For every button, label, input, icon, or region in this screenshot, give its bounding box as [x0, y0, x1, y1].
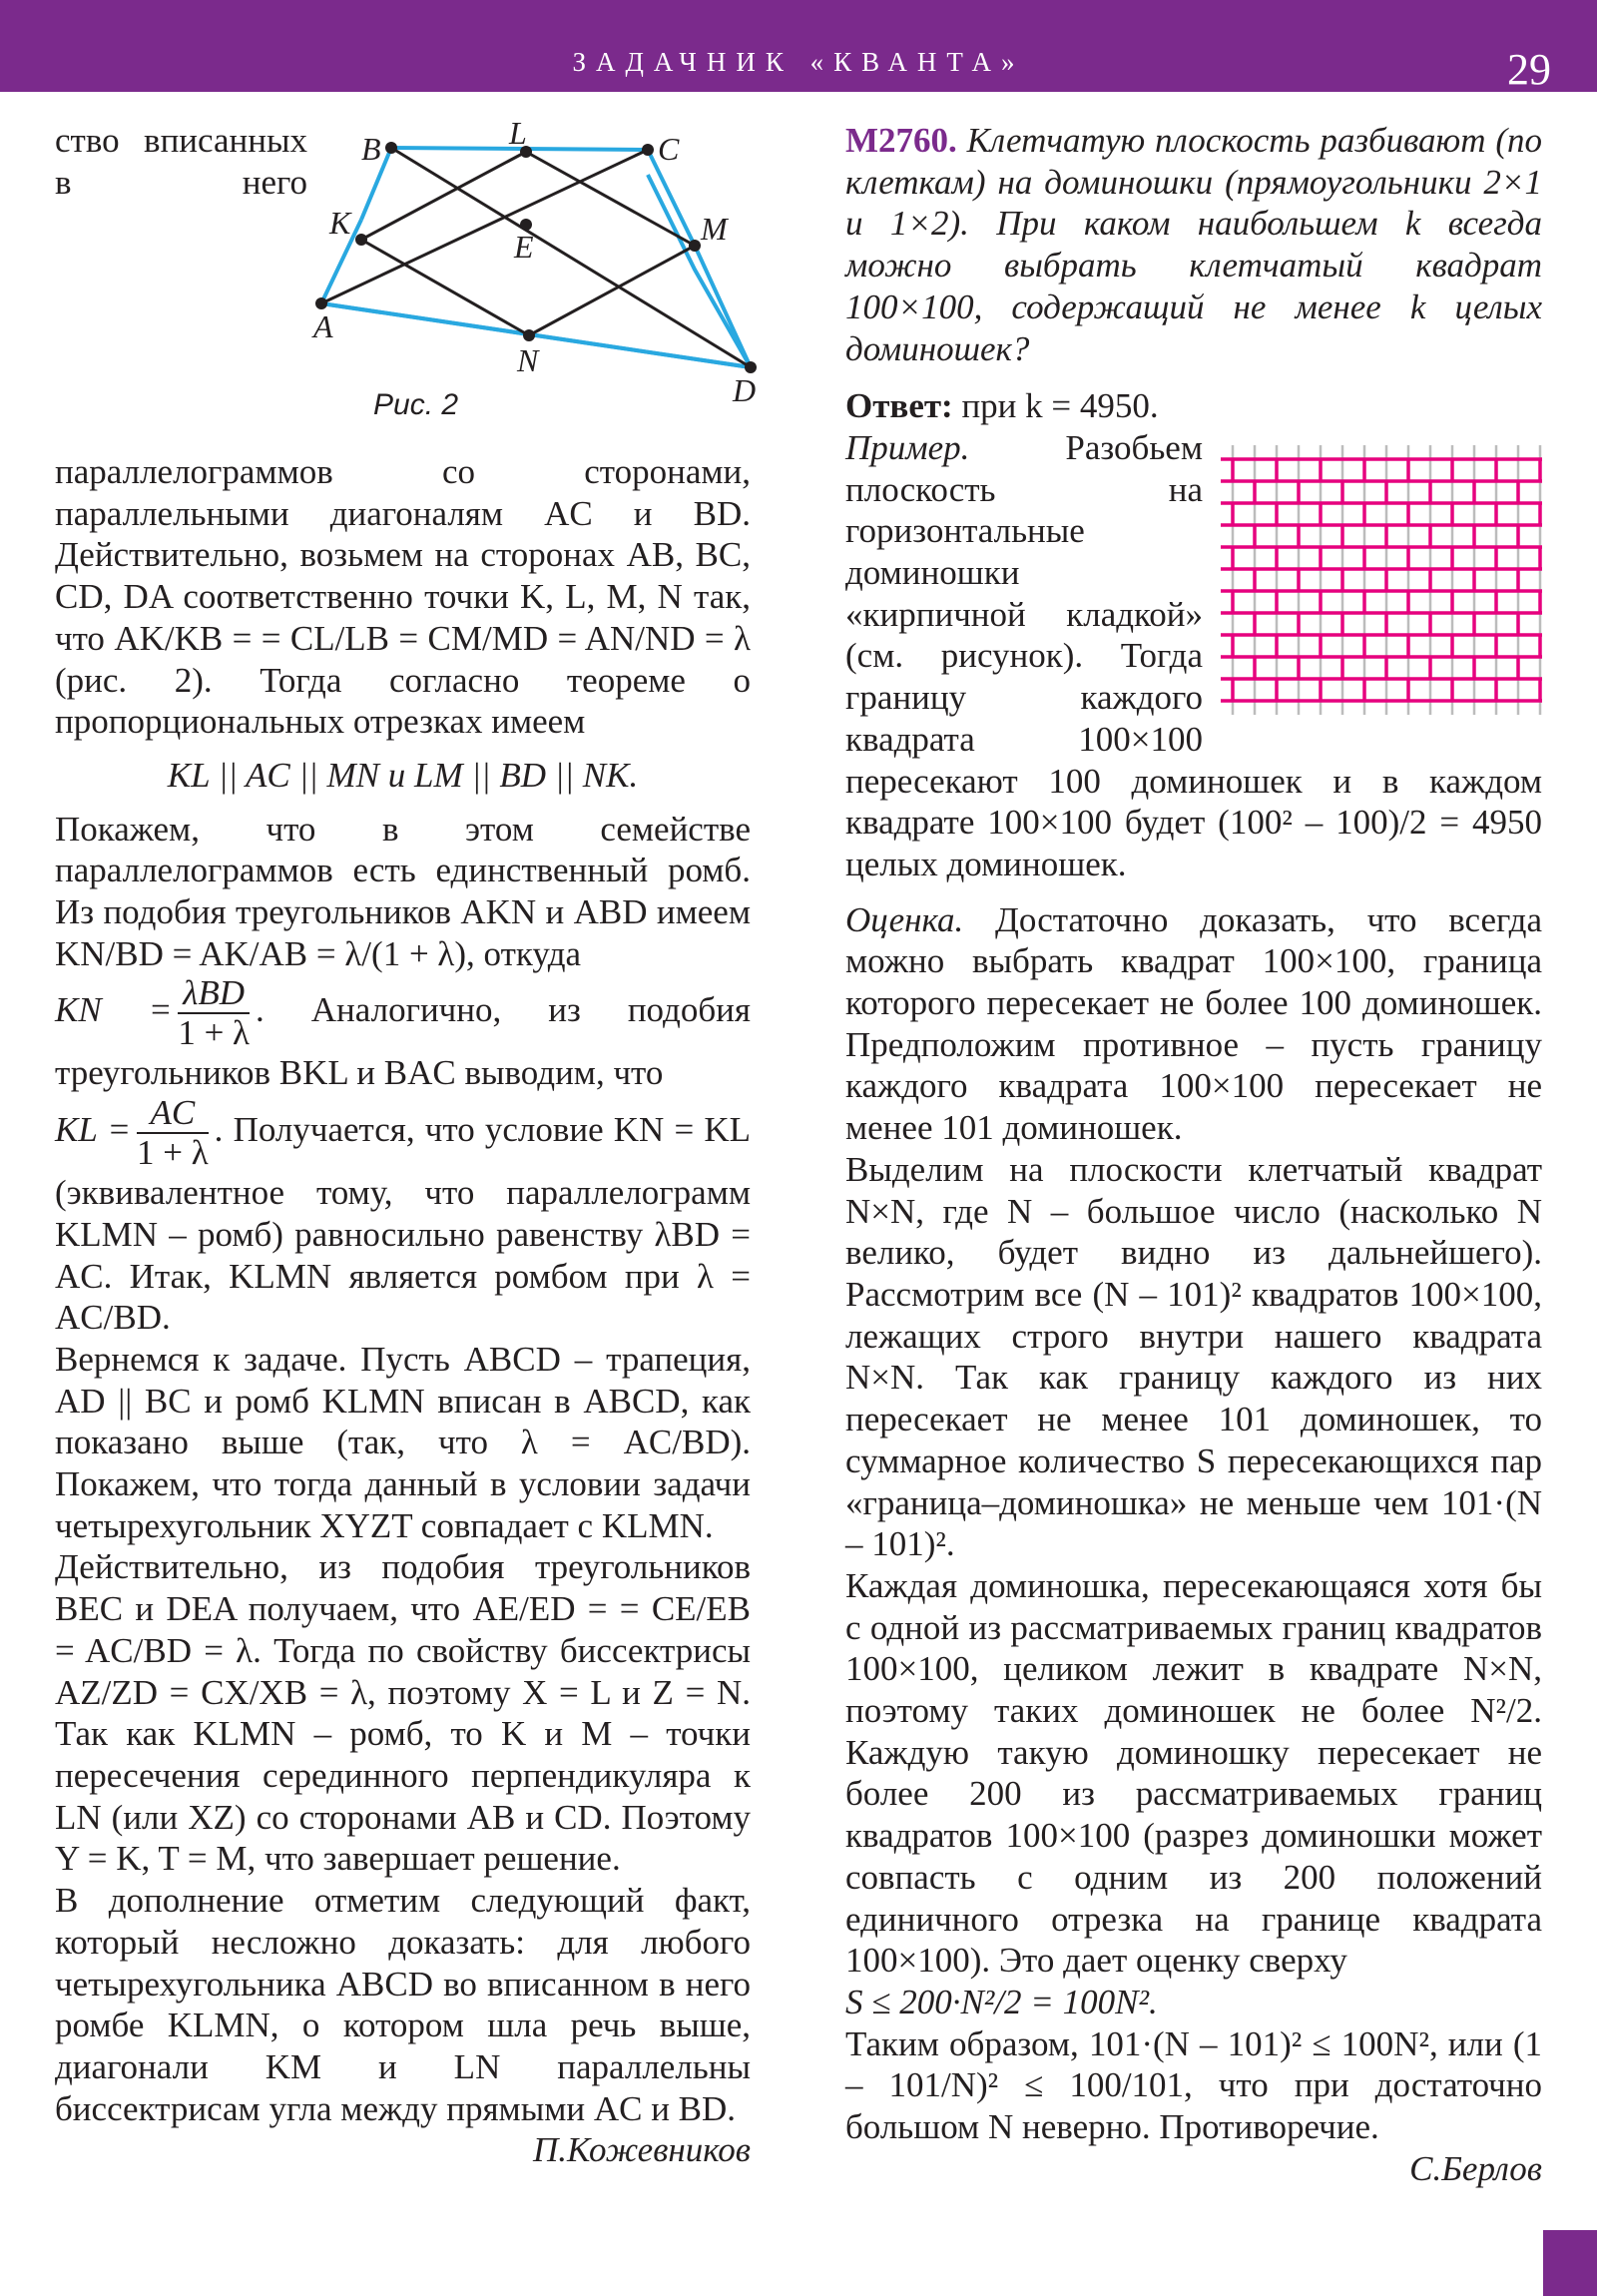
left-signature: П.Кожевников [533, 2130, 751, 2170]
right-estimate-equation: S ≤ 200·N²/2 = 100N². [845, 1982, 1158, 2021]
left-p2-text-b: . Аналогично, из подобия треугольников BKL и BAC выводим, что [55, 990, 751, 1093]
kn-fraction [178, 974, 250, 1052]
example-text: Разобьем плоскость на горизонтальные доминошки «кирпичной кладкой» (см. рисунок). Тогда границу каждого квадрата 100×100 пересекают 100 доминошек и в каждом квадрате 100×100 будет (100² – 100)/2 = 4950 целых доминошек. [845, 427, 1542, 883]
answer-label: Ответ: [845, 386, 953, 426]
answer-line [845, 385, 1542, 427]
right-signature: С.Берлов [1409, 2148, 1542, 2188]
brick-pattern-svg [1221, 445, 1542, 715]
left-column [55, 115, 757, 2276]
problem-text: Клетчатую плоскость разбивают (по клеткам) на доминошки (прямоугольники 2×1 и 1×2). При каком наибольшем k всегда можно выбрать клетчатый квадрат 100×100, содержащий не менее k целых доминошек? [845, 121, 1543, 368]
right-paragraph-3: Каждая доминошка, пересекающаяся хотя бы с одной из рассматриваемых границ квадратов 100×100, целиком лежит в квадрате N×N, поэтому таких доминошек не более N²/2. Каждую такую доминошку пересекает не более 200 из рассматриваемых границ квадратов 100×100 (разрез доминошки может совпасть с одним из 200 положений единичного отрезка на границе квадрата 100×100). Это дает оценку сверху [845, 1565, 1542, 1981]
page-number: 29 [1507, 45, 1551, 94]
magenta-brick-lines [1221, 459, 1542, 701]
figure-caption: Рис. 2 [373, 388, 459, 421]
example-label: Пример. [845, 427, 970, 467]
kl-denominator: 1 + λ [136, 1133, 209, 1173]
kn-denominator: 1 + λ [178, 1013, 251, 1053]
label-D: D [733, 372, 757, 408]
estimate-label: Оценка. [845, 899, 964, 939]
kl-lhs: KL = [55, 1110, 131, 1150]
left-paragraph-5: В дополнение отметим следующий факт, который несложно доказать: для любого четырехугольника ABCD во вписанном в него ромбе KLMN, о котором шла речь выше, диагонали KM и LN параллельны биссектрисам угла между прямыми AC и BD. [55, 1881, 751, 2128]
label-A: A [313, 308, 333, 344]
label-L: L [509, 115, 527, 151]
left-p2-text-c: . Получается, что условие KN = KL (эквивалентное тому, что параллелограмм KLMN – ромб) равносильно равенству λBD = AC. Итак, KLMN является ромбом при λ = AC/BD. [55, 1110, 752, 1338]
left-paragraph-2 [55, 809, 751, 1339]
right-paragraph-4: Таким образом, 101·(N – 101)² ≤ 100N², или (1 – 101/N)² ≤ 100/101, что при достаточно большом N неверно. Противоречие. [845, 2023, 1542, 2147]
estimate-paragraph [845, 899, 1542, 1149]
kl-fraction [137, 1094, 209, 1172]
right-column [845, 120, 1542, 2276]
problem-id: М2760. [845, 121, 957, 160]
kn-lhs: KN = [55, 990, 173, 1030]
left-p2-text-a: Покажем, что в этом семействе параллелограммов есть единственный ромб. Из подобия треугольников AKN и ABD имеем KN/BD = AK/AB = λ/(1 + λ), откуда [55, 809, 751, 973]
left-paragraph-3: Вернемся к задаче. Пусть ABCD – трапеция, AD || BC и ромб KLMN вписан в ABCD, как показано выше (так, что λ = AC/BD). Покажем, что тогда данный в условии задачи четырехугольник XYZT совпадает с KLMN. [55, 1339, 751, 1545]
label-N: N [517, 342, 539, 378]
left-paragraph-4: Действительно, из подобия треугольников BEC и DEA получаем, что AE/ED = = CE/EB = AC/BD = λ. Тогда по свойству биссектрисы AZ/ZD = CX/XB = λ, поэтому X = L и Z = N. Так как KLMN – ромб, то K и M – точки пересечения серединного перпендикуляра к LN (или XZ) со сторонами AB и CD. Поэтому Y = K, T = M, что завершает решение. [55, 1547, 751, 1879]
journal-section-title: ЗАДАЧНИК «КВАНТА» [572, 47, 1025, 77]
left-paragraph-1: ство вписанных в него параллелограммов со сторонами, параллельными диагоналям AC и BD. Действительно, возьмем на сторонах AB, BC, CD, DA соответственно точки K, L, M, N так, что AK/KB = = CL/LB = CM/MD = AN/ND = λ (рис. 2). Тогда согласно теореме о пропорциональных отрезках имеем [55, 121, 751, 742]
brick-grid-figure [1221, 445, 1542, 715]
kn-numerator: λBD [178, 974, 250, 1014]
answer-text: при k = 4950. [961, 386, 1159, 426]
label-E: E [514, 229, 534, 265]
right-paragraph-2: Выделим на плоскости клетчатый квадрат N×N, где N – большое число (насколько N велико, будет видно из дальнейшего). Рассмотрим все (N – 101)² квадратов 100×100, лежащих строго внутри нашего квадрата N×N. Так как границу каждого из них пересекает не менее 101 доминошек, то суммарное количество S пересекающихся пар «граница–доминошка» не меньше чем 101·(N – 101)². [845, 1149, 1542, 1564]
label-C: C [658, 131, 680, 167]
label-M: M [701, 211, 728, 247]
label-K: K [329, 205, 351, 241]
left-equation-parallels: KL || AC || MN и LM || BD || NK. [167, 755, 639, 795]
corner-color-block [1543, 2230, 1597, 2296]
kl-numerator: AC [137, 1094, 209, 1134]
figure-2 [313, 115, 757, 449]
page-header [0, 0, 1597, 92]
estimate-text: Достаточно доказать, что всегда можно выбрать квадрат 100×100, граница которого пересекает не более 100 доминошек. Предположим противное – пусть границу каждого квадрата 100×100 пересекает не менее 101 доминошек. [845, 899, 1542, 1148]
label-B: B [361, 131, 381, 167]
problem-statement [845, 120, 1542, 369]
